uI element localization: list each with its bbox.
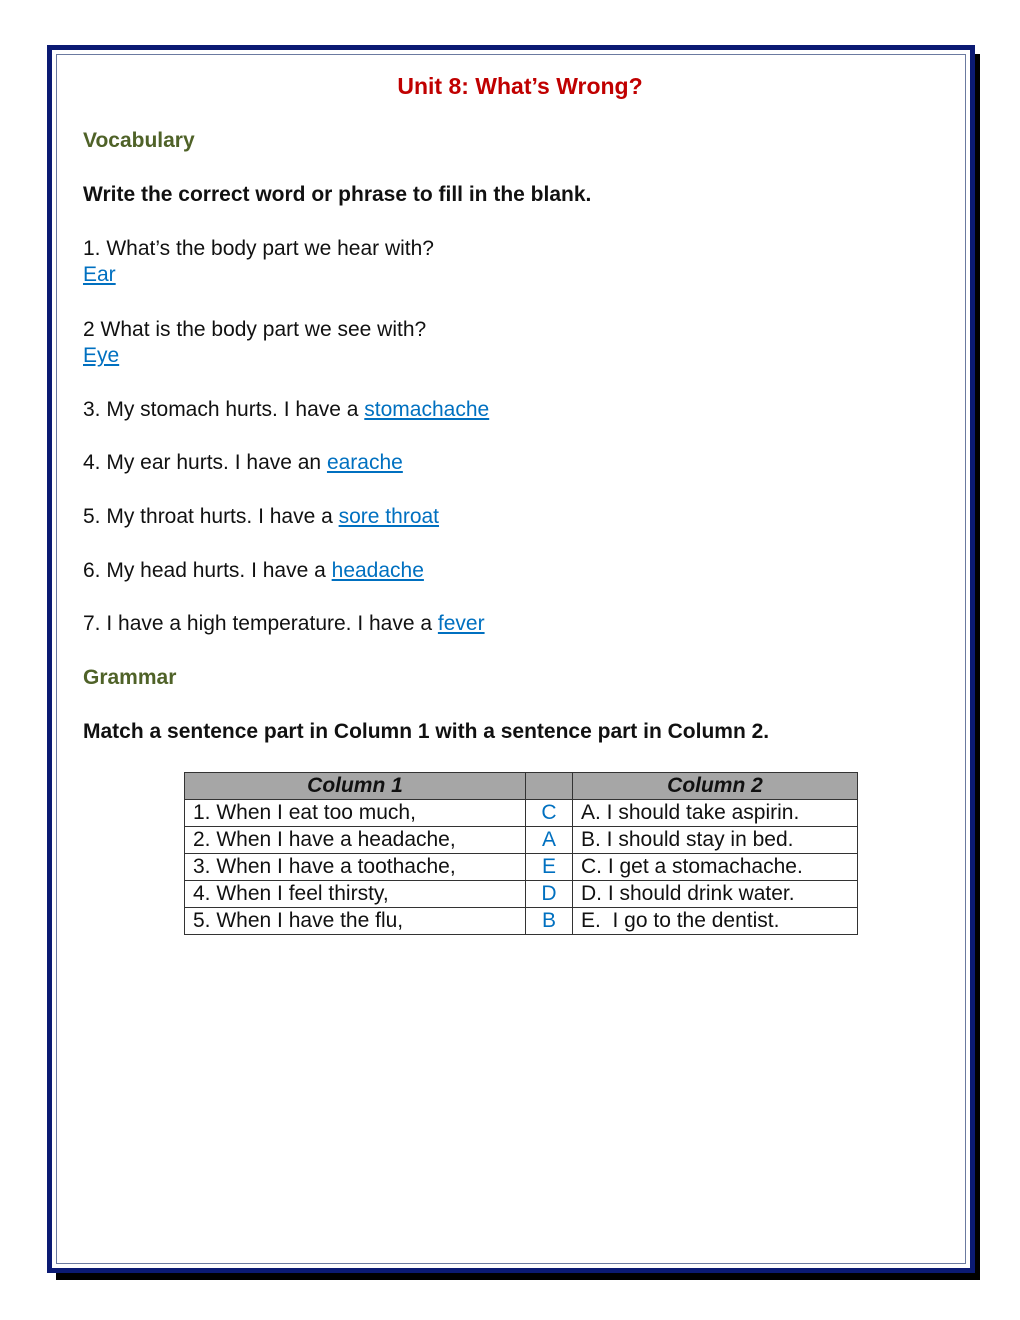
table-row: [185, 800, 858, 827]
match-answer-cell: C: [526, 800, 573, 827]
column-2-cell: C. I get a stomachache.: [573, 854, 858, 881]
answer-1-text: Ear: [83, 263, 116, 286]
column-1-cell: 5. When I have the flu,: [185, 908, 526, 935]
match-answer-cell: D: [526, 881, 573, 908]
answer-5-text: sore throat: [338, 505, 440, 528]
column-1-header: Column 1: [185, 773, 526, 800]
column-1-cell: 1. When I eat too much,: [185, 800, 526, 827]
page-border-inner: [56, 54, 966, 1264]
answer-7-text: fever: [437, 612, 485, 635]
match-column-header: [526, 773, 573, 800]
vocabulary-instruction: Write the correct word or phrase to fill in the blank.: [83, 183, 592, 206]
table-row: [185, 908, 858, 935]
answer-6-text: headache: [331, 559, 424, 582]
question-4: [83, 451, 403, 475]
match-answer-cell: E: [526, 854, 573, 881]
table-row: [185, 881, 858, 908]
table-header-row: [185, 773, 858, 800]
question-7-prompt: 7. I have a high temperature. I have a: [83, 612, 438, 635]
question-4-prompt: 4. My ear hurts. I have an: [83, 451, 327, 474]
question-7: [83, 612, 485, 636]
column-1-cell: 4. When I feel thirsty,: [185, 881, 526, 908]
column-1-cell: 2. When I have a headache,: [185, 827, 526, 854]
column-1-cell: 3. When I have a toothache,: [185, 854, 526, 881]
question-5-prompt: 5. My throat hurts. I have a: [83, 505, 339, 528]
answer-3-text: stomachache: [364, 398, 490, 421]
answer-2: [83, 344, 119, 368]
page-border: [47, 45, 975, 1273]
table-row: [185, 854, 858, 881]
question-6: [83, 559, 424, 583]
page-title: Unit 8: What’s Wrong?: [397, 73, 643, 99]
vocabulary-heading: Vocabulary: [83, 129, 195, 152]
grammar-heading: Grammar: [83, 666, 177, 689]
column-2-cell: B. I should stay in bed.: [573, 827, 858, 854]
question-6-prompt: 6. My head hurts. I have a: [83, 559, 332, 582]
question-2: 2 What is the body part we see with?: [83, 318, 427, 341]
match-answer-cell: B: [526, 908, 573, 935]
column-2-cell: E. I go to the dentist.: [573, 908, 858, 935]
answer-4-text: earache: [326, 451, 403, 474]
answer-1: [83, 263, 116, 287]
question-5: [83, 505, 439, 529]
matching-table: [184, 772, 858, 935]
column-2-cell: A. I should take aspirin.: [573, 800, 858, 827]
column-2-header: Column 2: [573, 773, 858, 800]
table-row: [185, 827, 858, 854]
question-3: [83, 398, 489, 422]
question-3-prompt: 3. My stomach hurts. I have a: [83, 398, 365, 421]
question-1: 1. What’s the body part we hear with?: [83, 237, 434, 260]
column-2-cell: D. I should drink water.: [573, 881, 858, 908]
answer-2-text: Eye: [83, 344, 120, 367]
match-answer-cell: A: [526, 827, 573, 854]
grammar-instruction: Match a sentence part in Column 1 with a sentence part in Column 2.: [83, 720, 770, 743]
